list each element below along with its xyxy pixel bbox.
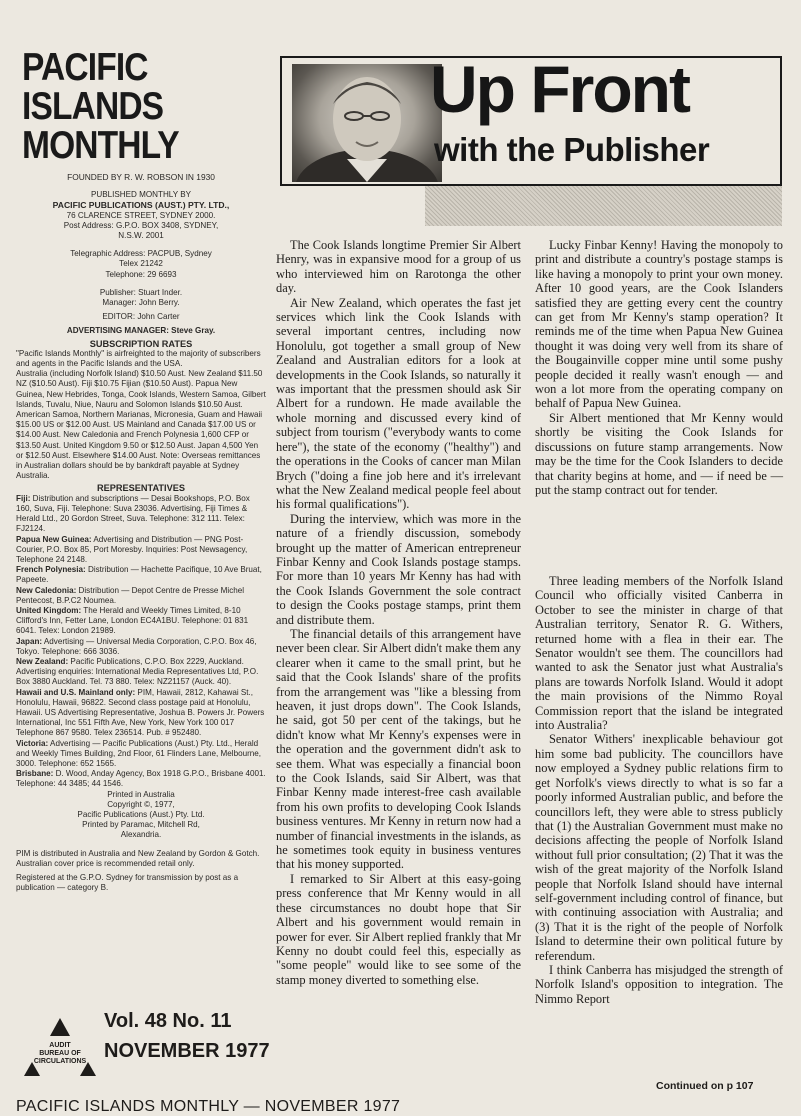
street-address: 76 CLARENCE STREET, SYDNEY 2000. bbox=[66, 210, 216, 220]
subscription-rates: Australia (including Norfolk Island) $10.50 Aust. New Zealand $11.50 NZ ($10.50 Aust). Fiji $10.75 Fijian ($10.50 Aust). Papua New Guinea, New Hebrides, Tonga, Cook Islands, Western Samoa, Gilbert Islands, Tuvalu, Niue, Nauru and Solomon Islands $10.50 Aust. American Samoa, Northern Marianas, Micronesia, Guam and Hawaii $15.00 US or $12.00 Aust. US Mainland and Canada $17.00 US or $14.00 Aust. New Caledonia and French Polynesia 1,600 CFP or $13.50 Aust. United Kingdom 9.50 or $12.50 Aust. Japan 4,500 Yen or $12.50 Aust. Elsewhere $14.00 Aust. Note: Overseas remittances in Australian dollars should be by bankdraft payable at Sydney Australia. bbox=[16, 369, 266, 481]
portrait-illustration bbox=[292, 64, 442, 182]
rep-entry: Papua New Guinea: Advertising and Distribution — PNG Post-Courier, P.O. Box 85, Port Moresby. Inquiries: Post Newsagency, Telephone 24 2148. bbox=[16, 534, 248, 564]
article-paragraph: I remarked to Sir Albert at this easy-going press conference that Mr Kenny would in all these circumstances no doubt hope that Sir Albert and his government would remain in power for ever. Sir Albert replied frankly that Mr Kenny no doubt could feel this, especially as "some people" would like to see some of the stamp money diverted to something else. bbox=[276, 871, 521, 987]
subscription-text: "Pacific Islands Monthly" is airfreighted to the majority of subscribers and agents in the Pacific Islands and the USA. bbox=[16, 348, 261, 369]
header-subtitle: with the Publisher bbox=[434, 131, 710, 168]
article-column-middle bbox=[276, 238, 521, 987]
article-paragraph: Senator Withers' inexplicable behaviour got him some bad publicity. The councillors have now employed a Sydney public relations firm to get Norfolk's views directly to what is so far a poorly informed Australian public, and before the councillors left, they were able to stress publicly that (1) the Australian Government must make no decisions affecting the people of Norfolk Island without full prior consultation; (2) That it was the wish of the great majority of the Norfolk Island people that Norfolk Island should have internal self-government including control of finance, but with continuing association with Australia; and (3) That it is the right of the people of Norfolk Island to determine their own political future by referendum. bbox=[535, 732, 783, 963]
up-front-header bbox=[280, 52, 782, 186]
rep-entry: New Zealand: Pacific Publications, C.P.O. Box 2229, Auckland. Advertising enquiries: International Media Representatives Ltd, P.O. Box 3880 Auckland. Tel. 73 880. Telex: NZ21157 (Auck. 40). bbox=[16, 656, 259, 687]
article-paragraph: The Cook Islands longtime Premier Sir Albert Henry, was in expansive mood for a group of us who interviewed him on Rarotonga the other day. bbox=[276, 238, 521, 296]
article-paragraph: Sir Albert mentioned that Mr Kenny would shortly be visiting the Cook Islands for discussions on future stamp arrangements. Now may be the time for the Cook Islanders to decide that charity begins at home, and — if need be — put the stamp contract out for tender. bbox=[535, 410, 783, 497]
header-title: Up Front bbox=[430, 52, 689, 126]
registration-note: Registered at the G.P.O. Sydney for transmission by post as a publication — category B. bbox=[16, 873, 239, 893]
rep-entry: Japan: Advertising — Universal Media Corporation, C.P.O. Box 46, Tokyo. Telephone: 666 3036. bbox=[16, 636, 257, 656]
founded-line: FOUNDED BY R. W. ROBSON IN 1930 bbox=[67, 172, 215, 182]
article-paragraph: I think Canberra has misjudged the strength of Norfolk Island's opposition to integration. The Nimmo Report bbox=[535, 962, 783, 1006]
advertising-manager-credit: ADVERTISING MANAGER: Steve Gray. bbox=[66, 326, 216, 336]
header-shading-band bbox=[425, 186, 782, 226]
published-by-line: PUBLISHED MONTHLY BY bbox=[91, 190, 191, 200]
article-paragraph: The financial details of this arrangement have never been clear. Sir Albert didn't make them any clearer when it came to the small print, but he said that the Cook Islands' share of the profits from the arrangement was "like a blessing from heaven, it just drops down". The Cook Islands, he said, got 50 per cent of the takings, but he didn't know what Mr Kenny's expenses were in the operation and the government didn't ask to see them. What was especially a financial boon to the Cook Islands, said Sir Albert, was that Finbar Kenny made interest-free cash available from his own profits to developing Cook Islands business ventures. Mr Kenny in return now had a number of financial investments in the islands, as he sometimes took equity in business ventures that his money supported. bbox=[276, 626, 522, 872]
article-column-right bbox=[535, 238, 783, 497]
article-paragraph: During the interview, which was more in the nature of a friendly discussion, somebody brought up the matter of American entrepreneur Finbar Kenny and Cook Islands postage stamps. For more than 10 years Mr Kenny has had with the Cook Islands Government the sole contract to design the Cooks postage stamps, print them and distribute them. bbox=[276, 511, 521, 627]
printer-place: Alexandria. bbox=[120, 830, 162, 840]
telephone-line: Telephone: 29 6693 bbox=[105, 269, 177, 279]
publisher-company: PACIFIC PUBLICATIONS (AUST.) PTY. LTD., bbox=[52, 200, 230, 211]
printed-in: Printed in Australia bbox=[107, 789, 175, 799]
manager-credit: Manager: John Berry. bbox=[102, 298, 180, 308]
rep-entry: Hawaii and U.S. Mainland only: PIM, Hawaii, 2812, Kahawai St., Honolulu, Hawaii, 96822. Second class postage paid at Honolulu, Hawaii. US Advertising Representative, Joshua B. Powers Jr. Powers International, Inc 551 Fifth Ave, New York, New York 100 017 Telephone 867 9580. Telex 236514. Pub. # 952480. bbox=[16, 687, 265, 738]
rep-entry: French Polynesia: Distribution — Hachette Pacifique, 10 Ave Bruat, Papeete. bbox=[16, 565, 262, 585]
abc-label-audit: AUDIT bbox=[49, 1042, 71, 1049]
masthead-title: PACIFIC ISLANDS MONTHLY bbox=[22, 46, 179, 167]
representatives-heading: REPRESENTATIVES bbox=[97, 483, 185, 494]
imprint-column bbox=[16, 172, 266, 893]
page-footer: PACIFIC ISLANDS MONTHLY — NOVEMBER 1977 bbox=[16, 1098, 401, 1115]
subscription-heading: SUBSCRIPTION RATES bbox=[89, 338, 193, 349]
publisher-credit: Publisher: Stuart Inder. bbox=[99, 287, 183, 297]
rep-entry: Victoria: Advertising — Pacific Publications (Aust.) Pty. Ltd., Herald and Weekly Times Building, 2nd Floor, 61 Flinders Lane, Melbourne, 3000. Telephone: 652 1565. bbox=[16, 738, 262, 768]
abc-label-circulations: CIRCULATIONS bbox=[33, 1058, 87, 1065]
volume-number: Vol. 48 No. 11 bbox=[104, 1010, 232, 1032]
rep-entry: Fiji: Distribution and subscriptions — Desai Bookshops, P.O. Box 160, Suva, Fiji. Telephone: Suva 23036. Advertising, Fiji Times & Herald Ltd., 20 Gordon Street, Suva. Telephone: 312 111. Telex: FJ2124. bbox=[16, 493, 250, 534]
copyright-line: Copyright ©, 1977, bbox=[107, 799, 175, 809]
publisher-portrait-photo bbox=[292, 64, 442, 182]
copyright-holder: Pacific Publications (Aust.) Pty. Ltd. bbox=[77, 809, 205, 819]
audit-bureau-logo bbox=[18, 1016, 102, 1078]
rep-entry: United Kingdom: The Herald and Weekly Times Limited, 8-10 Clifford's Inn, Fetter Lane, London EC4A1BU. Telephone: 01 831 6041. Telex: London 21989. bbox=[16, 605, 249, 636]
representatives-list bbox=[16, 494, 266, 790]
telegraphic-address: Telegraphic Address: PACPUB, Sydney bbox=[70, 249, 212, 259]
post-address: Post Address: G.P.O. BOX 3408, SYDNEY, bbox=[63, 220, 219, 230]
rep-entry: Brisbane: D. Wood, Anday Agency, Box 1918 G.P.O., Brisbane 4001. Telephone: 44 3485; 44 1546. bbox=[16, 769, 266, 789]
article-column-right-norfolk bbox=[535, 574, 783, 1006]
abc-label-bureau: BUREAU OF bbox=[39, 1050, 81, 1057]
article-paragraph: Three leading members of the Norfolk Island Council who officially visited Canberra in October to see the minister in charge of that Australian territory, Senator R. G. Withers, returned home with a flea in their ear. The Senator wouldn't see them. The councillors had wanted to ask the Senator just what Australia's plans are towards Norfolk Island. Would it adopt the main provisions of the Nimmo Royal Commission report that the island be integrated into Australia? bbox=[535, 574, 783, 733]
printer-line: Printed by Paramac, Mitchell Rd, bbox=[82, 820, 200, 830]
continued-note: Continued on p 107 bbox=[656, 1080, 754, 1092]
article-paragraph: Air New Zealand, which operates the fast jet services which link the Cook Islands with several important centres, including now Honolulu, got together a small group of New Zealand and Australian editors for a look at developments in the Cook Islands, so naturally it was important that the pressmen should ask Sir Albert for a rundown. He made available the whole morning and discussed every kind of subject from tourism ("everybody wants to come here"), the state of the economy ("healthy") and the operations in the Cooks of cancer man Milan Brych ("doing a fine job here and it's irrelevant what the New Zealand medical people feel about his formal qualifications"). bbox=[276, 295, 521, 512]
telex-line: Telex 21242 bbox=[119, 259, 163, 269]
rep-entry: New Caledonia: Distribution — Depot Centre de Presse Michel Pentecost, B.P.C2 Noumea. bbox=[16, 585, 245, 605]
distribution-note: PIM is distributed in Australia and New Zealand by Gordon & Gotch. Australian cover price is recommended retail only. bbox=[16, 848, 260, 868]
post-address-state: N.S.W. 2001 bbox=[118, 231, 164, 241]
article-paragraph: Lucky Finbar Kenny! Having the monopoly to print and distribute a country's postage stamps is like having a monopoly to print your own money. After 10 good years, are the Cook Islanders satisfied they are getting every cent the country can get from Mr Kenny's stamp operation? It reminds me of the time when Papua New Guinea thought it was doing very well from its share of the Bougainville copper mine until some pushy people decided it really wasn't enough — and won a lot more from the operating company on behalf of Papua New Guinea. bbox=[535, 238, 783, 411]
editor-credit: EDITOR: John Carter bbox=[102, 312, 180, 322]
issue-date: NOVEMBER 1977 bbox=[104, 1040, 270, 1062]
